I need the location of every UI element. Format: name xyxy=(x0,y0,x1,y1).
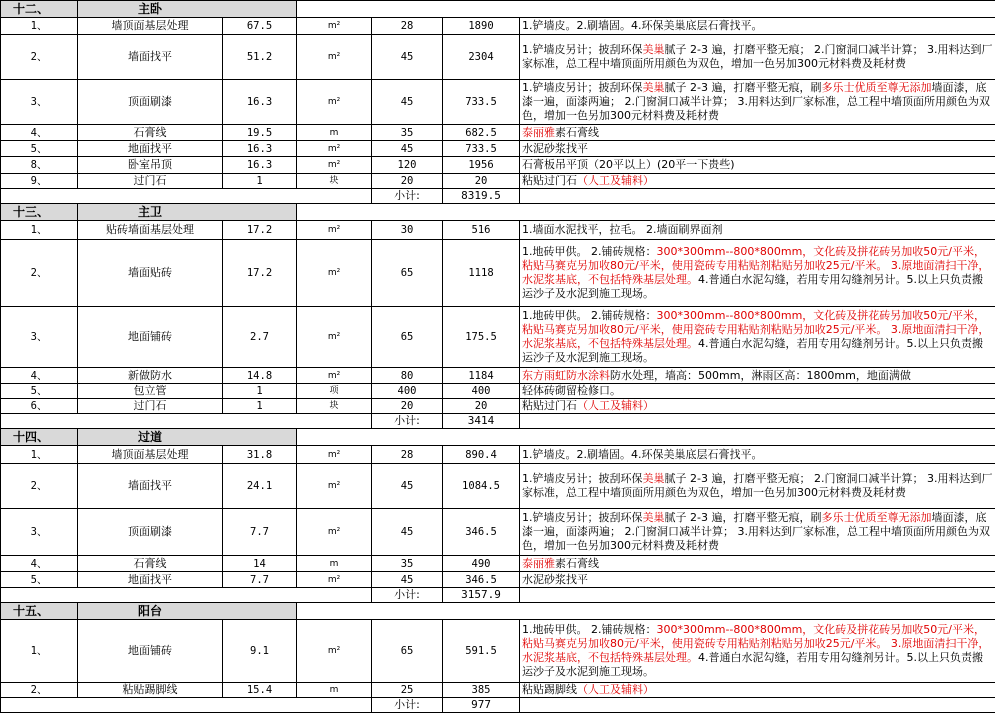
section-number: 十三、 xyxy=(1,204,78,221)
unit-price: 80 xyxy=(372,368,443,384)
row-index: 4、 xyxy=(1,368,78,384)
section-title: 主卧 xyxy=(78,1,297,18)
quantity: 17.2 xyxy=(223,240,297,307)
table-row xyxy=(1,446,995,464)
item-description xyxy=(520,18,995,35)
unit-price: 35 xyxy=(372,556,443,572)
row-index: 2、 xyxy=(1,464,78,509)
unit-price: 45 xyxy=(372,35,443,80)
section-number: 十四、 xyxy=(1,429,78,446)
description-segment: 美巢 xyxy=(642,81,665,94)
row-index: 5、 xyxy=(1,572,78,588)
quantity: 51.2 xyxy=(223,35,297,80)
unit: m² xyxy=(297,307,372,368)
description-segment: 墙面漆，底漆一遍，面漆两遍； 2.门窗洞口减半计算； 3.用料达到厂家标准，总工程中墙顶面所用颜色为双色，增加一色另加300元材料费及耗材费 xyxy=(522,81,990,122)
item-description xyxy=(520,174,995,189)
item-description xyxy=(520,446,995,464)
description-segment: 多乐士优质至尊无添加 xyxy=(821,511,932,524)
unit: 块 xyxy=(297,174,372,189)
table-row xyxy=(1,221,995,240)
unit-price: 20 xyxy=(372,174,443,189)
line-total: 20 xyxy=(443,174,520,189)
item-description xyxy=(520,384,995,399)
description-segment: 素石膏线 xyxy=(555,556,600,570)
row-index: 1、 xyxy=(1,446,78,464)
subtotal-value: 3414 xyxy=(443,414,520,429)
line-total: 516 xyxy=(443,221,520,240)
unit-price: 28 xyxy=(372,18,443,35)
table-row xyxy=(1,18,995,35)
unit-price: 45 xyxy=(372,509,443,556)
row-index: 2、 xyxy=(1,240,78,307)
unit: m² xyxy=(297,572,372,588)
row-index: 5、 xyxy=(1,384,78,399)
item-description xyxy=(520,399,995,414)
unit-price: 65 xyxy=(372,620,443,683)
quantity: 19.5 xyxy=(223,125,297,141)
quantity: 16.3 xyxy=(223,141,297,157)
quantity: 17.2 xyxy=(223,221,297,240)
row-index: 4、 xyxy=(1,125,78,141)
item-name: 地面铺砖 xyxy=(78,307,223,368)
quantity: 1 xyxy=(223,399,297,414)
unit-price: 65 xyxy=(372,307,443,368)
subtotal-label: 小计: xyxy=(372,414,443,429)
description-segment: 美巢 xyxy=(642,472,665,485)
description-segment: 水泥砂浆找平 xyxy=(522,572,589,586)
description-segment: 1.铲墙皮。2.刷墙固。4.环保美巢底层石膏找平。 xyxy=(522,19,763,32)
unit: m² xyxy=(297,509,372,556)
quantity: 24.1 xyxy=(223,464,297,509)
unit-price: 120 xyxy=(372,157,443,174)
item-name: 粘贴踢脚线 xyxy=(78,683,223,698)
section-title: 过道 xyxy=(78,429,297,446)
unit-price: 400 xyxy=(372,384,443,399)
item-description xyxy=(520,464,995,509)
unit: m xyxy=(297,683,372,698)
description-segment: 1.墙面水泥找平，拉毛。 2.墙面刷界面剂 xyxy=(522,223,723,236)
item-description xyxy=(520,368,995,384)
row-index: 1、 xyxy=(1,221,78,240)
item-name: 新做防水 xyxy=(78,368,223,384)
row-index: 3、 xyxy=(1,80,78,125)
description-segment: 东方雨虹防水涂料 xyxy=(522,368,611,382)
quantity: 2.7 xyxy=(223,307,297,368)
subtotal-blank xyxy=(1,698,372,713)
unit: m² xyxy=(297,240,372,307)
table-row xyxy=(1,80,995,125)
unit-price: 28 xyxy=(372,446,443,464)
table-row xyxy=(1,620,995,683)
row-index: 1、 xyxy=(1,18,78,35)
description-segment: 腻子 2-3 遍，打磨平整无痕； 2.门窗洞口减半计算； 3.用料达到厂家标准，总工程中墙顶面所用颜色为双色，增加一色另加300元材料费及耗材费 xyxy=(522,472,993,499)
description-segment: （人工及辅料） xyxy=(577,399,655,412)
item-name: 石膏线 xyxy=(78,125,223,141)
description-segment: 粘贴过门石 xyxy=(522,174,578,187)
description-segment: 多乐士优质至尊无添加 xyxy=(821,81,932,94)
item-name: 墙面找平 xyxy=(78,35,223,80)
description-segment: 泰丽雅 xyxy=(522,125,556,139)
unit-price: 45 xyxy=(372,572,443,588)
item-description xyxy=(520,240,995,307)
row-index: 9、 xyxy=(1,174,78,189)
description-segment: 粘贴过门石 xyxy=(522,399,578,412)
description-segment: 1.铲墙皮另计；披刮环保 xyxy=(522,511,643,524)
subtotal-desc-blank xyxy=(520,588,995,603)
unit: m² xyxy=(297,620,372,683)
line-total: 682.5 xyxy=(443,125,520,141)
row-index: 6、 xyxy=(1,399,78,414)
table-row xyxy=(1,572,995,588)
description-segment: 1.铲墙皮另计；披刮环保 xyxy=(522,81,643,94)
description-segment: 墙面漆，底漆一遍，面漆两遍； 2.门窗洞口减半计算； 3.用料达到厂家标准，总工程中墙顶面所用颜色为双色，增加一色另加300元材料费及耗材费 xyxy=(522,511,990,552)
unit: m² xyxy=(297,18,372,35)
item-description xyxy=(520,35,995,80)
quantity: 7.7 xyxy=(223,572,297,588)
unit: m² xyxy=(297,35,372,80)
unit: m² xyxy=(297,446,372,464)
subtotal-blank xyxy=(1,414,372,429)
line-total: 1184 xyxy=(443,368,520,384)
description-segment: 石膏板吊平顶（20平以上）(20平一下贵些) xyxy=(522,158,735,171)
unit: m xyxy=(297,556,372,572)
unit: m² xyxy=(297,157,372,174)
row-index: 2、 xyxy=(1,683,78,698)
unit: m xyxy=(297,125,372,141)
item-name: 墙顶面基层处理 xyxy=(78,18,223,35)
subtotal-value: 977 xyxy=(443,698,520,713)
table-row xyxy=(1,683,995,698)
line-total: 20 xyxy=(443,399,520,414)
item-description xyxy=(520,221,995,240)
quantity: 9.1 xyxy=(223,620,297,683)
quantity: 31.8 xyxy=(223,446,297,464)
item-name: 过门石 xyxy=(78,399,223,414)
item-description xyxy=(520,157,995,174)
item-name: 地面铺砖 xyxy=(78,620,223,683)
description-segment: 300*300mm--800*800mm，文化砖及拼花砖另加收50元/平米，粘贴马赛克另加收80元/平米，使用瓷砖专用粘贴剂粘贴另加收25元/平米。 3.原地面清扫干净，水泥浆基底，不包括特殊基层处理。 xyxy=(522,309,990,350)
unit-price: 20 xyxy=(372,399,443,414)
quantity: 1 xyxy=(223,384,297,399)
section-title: 主卫 xyxy=(78,204,297,221)
item-description xyxy=(520,556,995,572)
item-description xyxy=(520,307,995,368)
unit-price: 35 xyxy=(372,125,443,141)
section-header-blank xyxy=(297,429,995,446)
section-header-blank xyxy=(297,1,995,18)
section-number: 十二、 xyxy=(1,1,78,18)
description-segment: （人工及辅料） xyxy=(577,683,655,696)
description-segment: 泰丽雅 xyxy=(522,556,556,570)
description-segment: 粘贴踢脚线 xyxy=(522,683,578,696)
unit: m² xyxy=(297,141,372,157)
description-segment: 腻子 2-3 遍，打磨平整无痕，刷 xyxy=(664,511,822,524)
unit: m² xyxy=(297,368,372,384)
description-segment: （人工及辅料） xyxy=(577,174,655,187)
item-name: 墙顶面基层处理 xyxy=(78,446,223,464)
table-row xyxy=(1,35,995,80)
row-index: 2、 xyxy=(1,35,78,80)
table-row xyxy=(1,141,995,157)
table-row xyxy=(1,556,995,572)
description-segment: 轻体砖砌留检修口。 xyxy=(522,384,622,397)
unit: m² xyxy=(297,221,372,240)
item-name: 过门石 xyxy=(78,174,223,189)
line-total: 591.5 xyxy=(443,620,520,683)
item-name: 地面找平 xyxy=(78,141,223,157)
subtotal-row xyxy=(1,414,995,429)
quantity: 1 xyxy=(223,174,297,189)
subtotal-desc-blank xyxy=(520,414,995,429)
line-total: 490 xyxy=(443,556,520,572)
row-index: 3、 xyxy=(1,307,78,368)
item-description xyxy=(520,620,995,683)
description-segment: 防水处理，墙高：500mm，淋雨区高：1800mm，地面满做 xyxy=(610,368,911,382)
line-total: 733.5 xyxy=(443,141,520,157)
description-segment: 1.铲墙皮另计；披刮环保 xyxy=(522,472,643,485)
section-header xyxy=(1,1,995,18)
unit: 块 xyxy=(297,399,372,414)
line-total: 1084.5 xyxy=(443,464,520,509)
description-segment: 1.地砖甲供。 2.铺砖规格： xyxy=(522,623,657,636)
line-total: 346.5 xyxy=(443,509,520,556)
quantity: 16.3 xyxy=(223,157,297,174)
description-segment: 1.地砖甲供。 2.铺砖规格： xyxy=(522,245,657,258)
quantity: 16.3 xyxy=(223,80,297,125)
item-description xyxy=(520,141,995,157)
table-row xyxy=(1,157,995,174)
description-segment: 4.普通白水泥勾缝，若用专用勾缝剂另计。5.以上只负责搬运沙子及水泥到施工现场。 xyxy=(522,337,984,364)
table-row xyxy=(1,174,995,189)
subtotal-label: 小计: xyxy=(372,189,443,204)
item-name: 卧室吊顶 xyxy=(78,157,223,174)
item-name: 包立管 xyxy=(78,384,223,399)
description-segment: 美巢 xyxy=(642,43,665,56)
description-segment: 腻子 2-3 遍，打磨平整无痕，刷 xyxy=(664,81,822,94)
unit: m² xyxy=(297,464,372,509)
quantity: 14 xyxy=(223,556,297,572)
table-row xyxy=(1,399,995,414)
line-total: 1890 xyxy=(443,18,520,35)
item-name: 石膏线 xyxy=(78,556,223,572)
subtotal-blank xyxy=(1,189,372,204)
item-description xyxy=(520,572,995,588)
table-row xyxy=(1,368,995,384)
quantity: 15.4 xyxy=(223,683,297,698)
subtotal-label: 小计: xyxy=(372,698,443,713)
table-row xyxy=(1,125,995,141)
description-segment: 4.普通白水泥勾缝，若用专用勾缝剂另计。5.以上只负责搬运沙子及水泥到施工现场。 xyxy=(522,651,984,678)
section-header-blank xyxy=(297,204,995,221)
item-description xyxy=(520,683,995,698)
item-description xyxy=(520,80,995,125)
quantity: 7.7 xyxy=(223,509,297,556)
section-title: 阳台 xyxy=(78,603,297,620)
item-name: 贴砖墙面基层处理 xyxy=(78,221,223,240)
item-description xyxy=(520,509,995,556)
subtotal-value: 8319.5 xyxy=(443,189,520,204)
item-description xyxy=(520,125,995,141)
subtotal-desc-blank xyxy=(520,189,995,204)
row-index: 1、 xyxy=(1,620,78,683)
table-row xyxy=(1,464,995,509)
description-segment: 4.普通白水泥勾缝，若用专用勾缝剂另计。5.以上只负责搬运沙子及水泥到施工现场。 xyxy=(522,273,984,300)
description-segment: 腻子 2-3 遍，打磨平整无痕； 2.门窗洞口减半计算； 3.用料达到厂家标准，总工程中墙顶面所用颜色为双色，增加一色另加300元材料费及耗材费 xyxy=(522,43,993,70)
item-name: 墙面贴砖 xyxy=(78,240,223,307)
section-header xyxy=(1,204,995,221)
item-name: 墙面找平 xyxy=(78,464,223,509)
line-total: 733.5 xyxy=(443,80,520,125)
row-index: 8、 xyxy=(1,157,78,174)
description-segment: 1.铲墙皮另计；披刮环保 xyxy=(522,43,643,56)
line-total: 890.4 xyxy=(443,446,520,464)
row-index: 5、 xyxy=(1,141,78,157)
description-segment: 300*300mm--800*800mm，文化砖及拼花砖另加收50元/平米，粘贴马赛克另加收80元/平米，使用瓷砖专用粘贴剂粘贴另加收25元/平米。 3.原地面清扫干净，水泥浆基底，不包括特殊基层处理。 xyxy=(522,245,990,286)
item-name: 地面找平 xyxy=(78,572,223,588)
line-total: 346.5 xyxy=(443,572,520,588)
unit-price: 25 xyxy=(372,683,443,698)
subtotal-blank xyxy=(1,588,372,603)
unit-price: 65 xyxy=(372,240,443,307)
description-segment: 300*300mm--800*800mm，文化砖及拼花砖另加收50元/平米，粘贴马赛克另加收80元/平米，使用瓷砖专用粘贴剂粘贴另加收25元/平米。 3.原地面清扫干净，水泥浆基底，不包括特殊基层处理。 xyxy=(522,623,990,664)
unit: 项 xyxy=(297,384,372,399)
row-index: 4、 xyxy=(1,556,78,572)
line-total: 385 xyxy=(443,683,520,698)
line-total: 175.5 xyxy=(443,307,520,368)
subtotal-row xyxy=(1,588,995,603)
description-segment: 1.铲墙皮。2.刷墙固。4.环保美巢底层石膏找平。 xyxy=(522,447,763,461)
line-total: 1956 xyxy=(443,157,520,174)
table-row xyxy=(1,307,995,368)
unit-price: 45 xyxy=(372,464,443,509)
unit: m² xyxy=(297,80,372,125)
subtotal-label: 小计: xyxy=(372,588,443,603)
section-header-blank xyxy=(297,603,995,620)
subtotal-row xyxy=(1,189,995,204)
subtotal-value: 3157.9 xyxy=(443,588,520,603)
table-row xyxy=(1,384,995,399)
quantity: 14.8 xyxy=(223,368,297,384)
description-segment: 水泥砂浆找平 xyxy=(522,141,589,155)
row-index: 3、 xyxy=(1,509,78,556)
unit-price: 45 xyxy=(372,141,443,157)
line-total: 400 xyxy=(443,384,520,399)
description-segment: 素石膏线 xyxy=(555,125,600,139)
item-name: 顶面刷漆 xyxy=(78,509,223,556)
item-name: 顶面刷漆 xyxy=(78,80,223,125)
subtotal-desc-blank xyxy=(520,698,995,713)
line-total: 1118 xyxy=(443,240,520,307)
section-header xyxy=(1,429,995,446)
unit-price: 30 xyxy=(372,221,443,240)
section-number: 十五、 xyxy=(1,603,78,620)
table-row xyxy=(1,240,995,307)
line-total: 2304 xyxy=(443,35,520,80)
subtotal-row xyxy=(1,698,995,713)
description-segment: 美巢 xyxy=(642,511,665,524)
table-row xyxy=(1,509,995,556)
description-segment: 1.地砖甲供。 2.铺砖规格： xyxy=(522,309,657,322)
quantity: 67.5 xyxy=(223,18,297,35)
section-header xyxy=(1,603,995,620)
unit-price: 45 xyxy=(372,80,443,125)
